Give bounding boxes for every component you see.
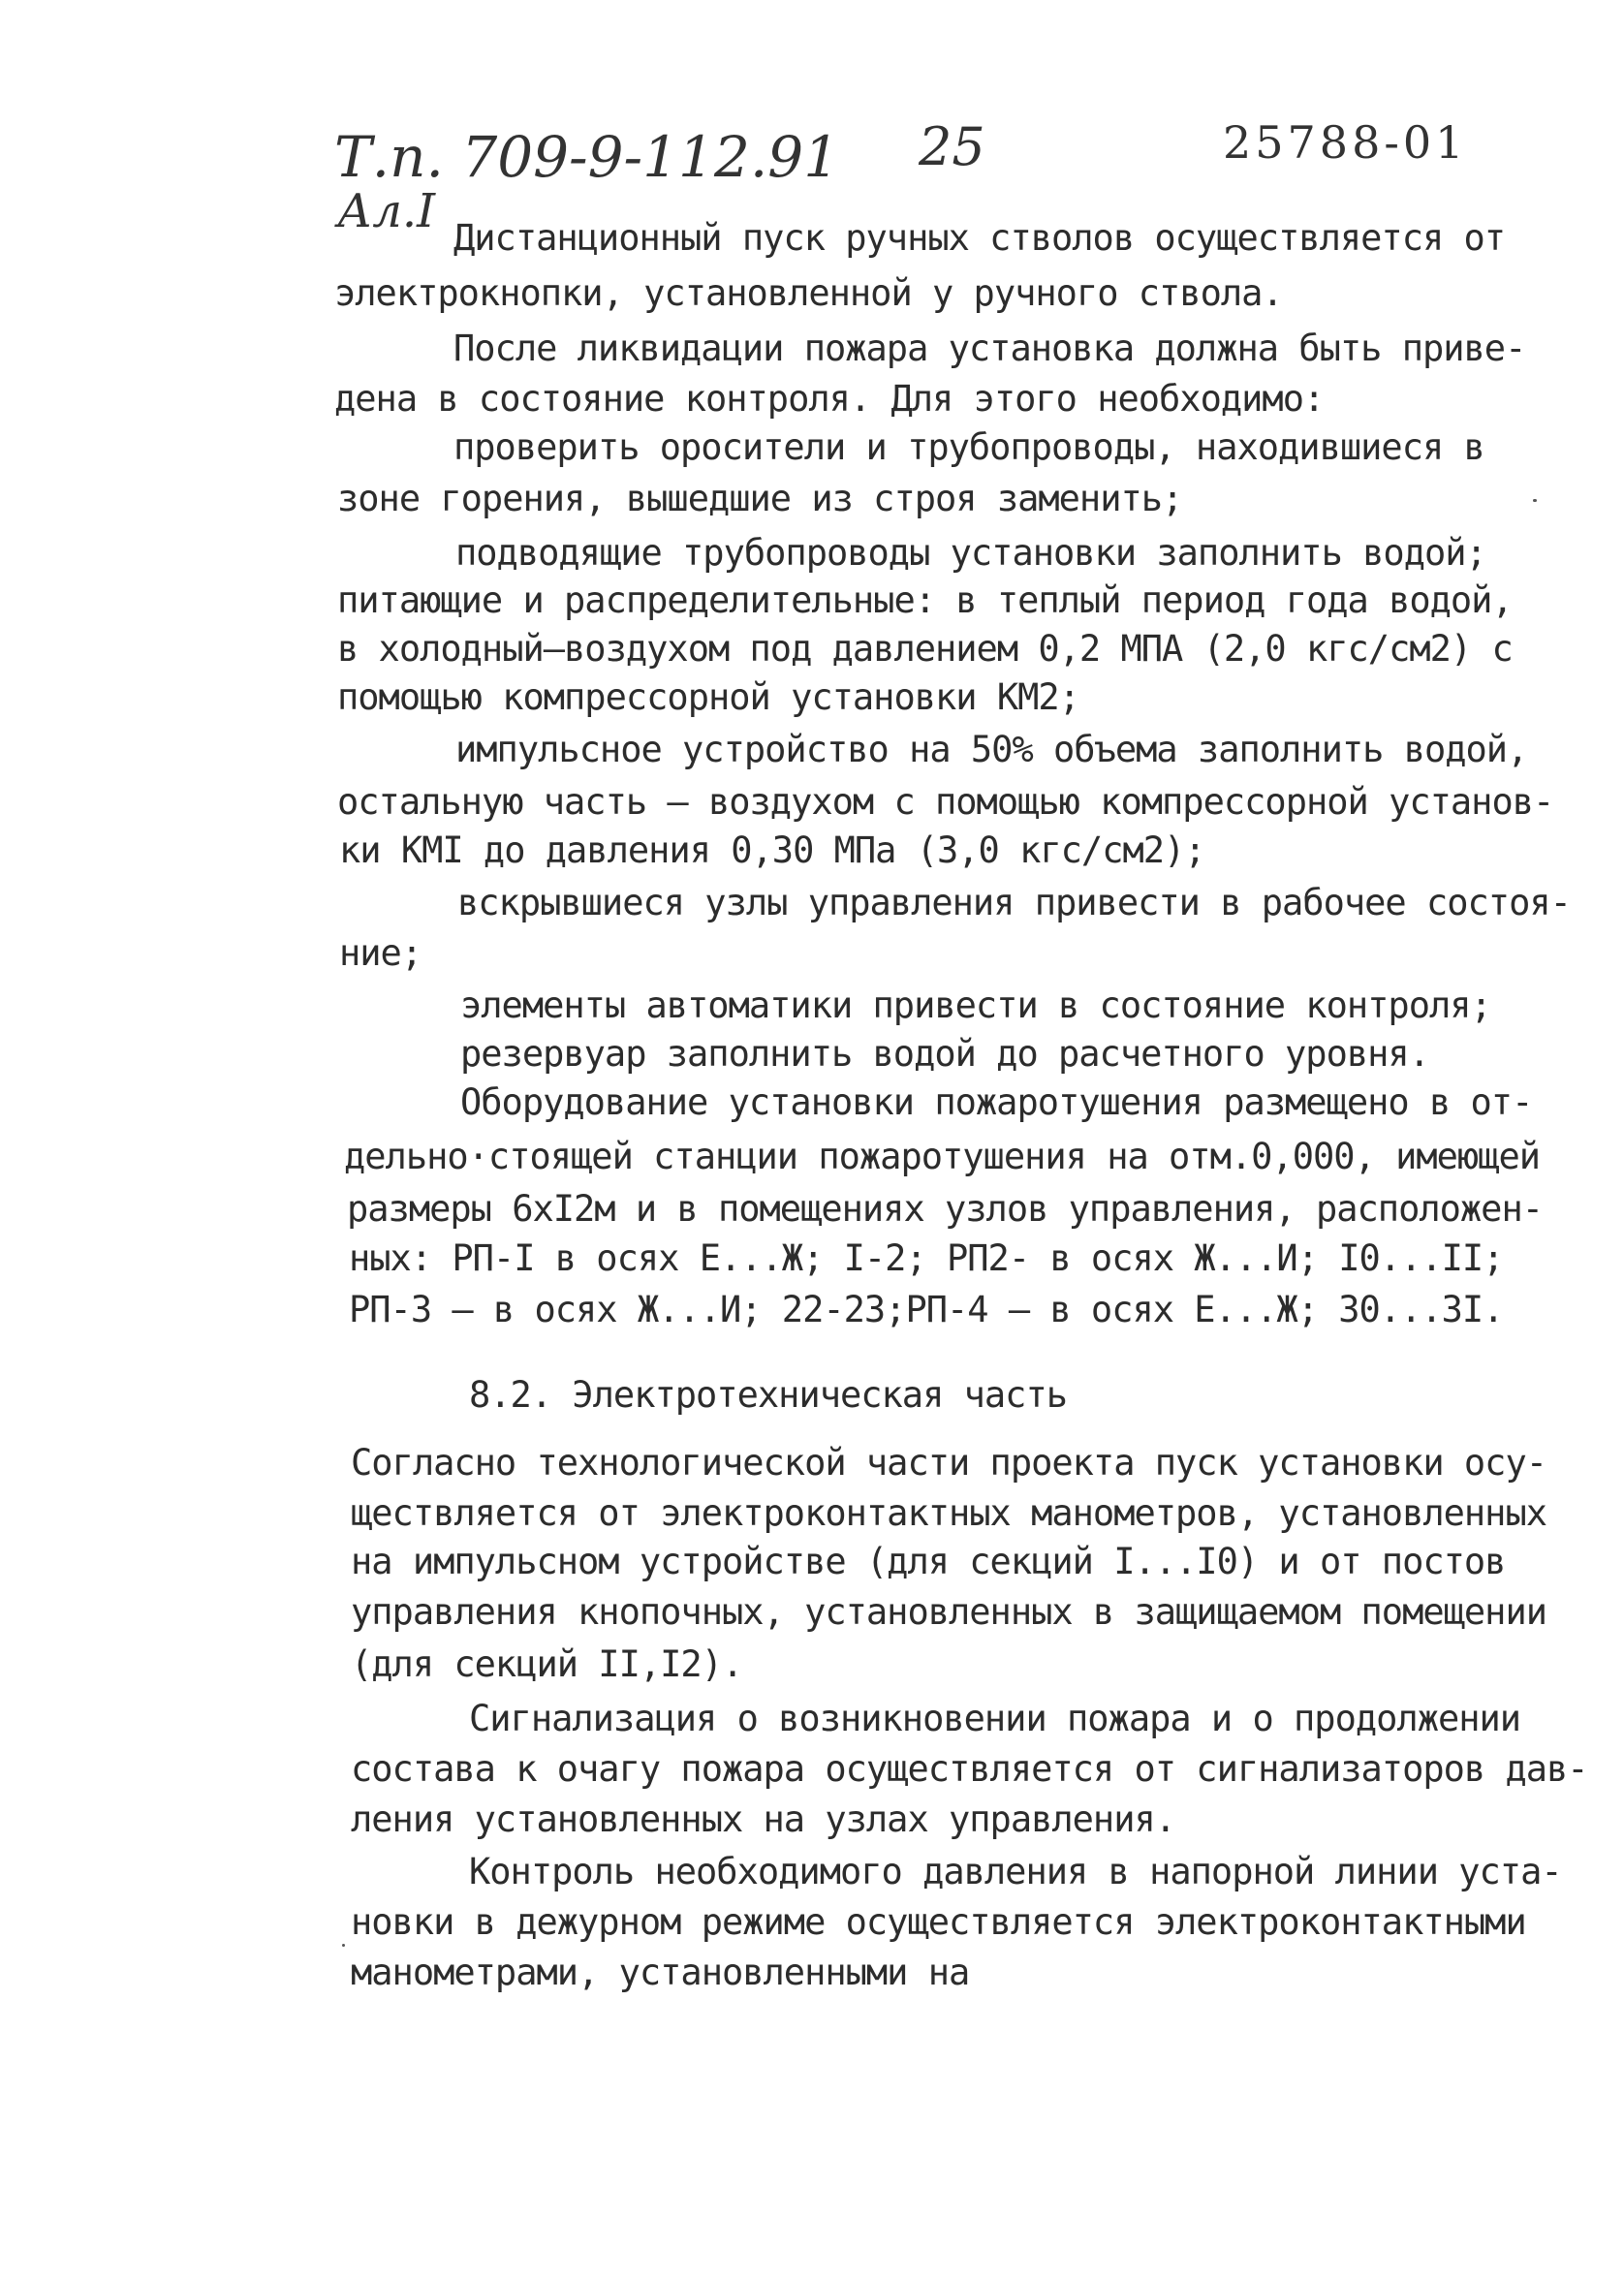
text-line: на импульсном устройстве (для секций I...I0) и от постов bbox=[351, 1541, 1506, 1582]
text-line: ние; bbox=[339, 932, 422, 974]
text-line: состава к очагу пожара осуществляется от сигнализаторов дав- bbox=[351, 1748, 1588, 1790]
text-line: проверить оросители и трубопроводы, находившиеся в bbox=[453, 426, 1484, 468]
text-line: Оборудование установки пожаротушения размещено в от- bbox=[460, 1081, 1533, 1123]
text-line: ки КМI до давления 0,30 МПа (3,0 кгс/см2); bbox=[339, 829, 1205, 871]
text-line: питающие и распределительные: в теплый период года водой, bbox=[337, 579, 1513, 621]
text-line: зоне горения, вышедшие из строя заменить; bbox=[337, 478, 1183, 519]
text-line: в холодный–воздухом под давлением 0,2 МПА (2,0 кгс/см2) с bbox=[337, 628, 1513, 670]
document-code: Т.п. 709-9-112.91 bbox=[334, 124, 840, 190]
text-line: ществляется от электроконтактных манометров, установленных bbox=[351, 1492, 1547, 1534]
text-line: импульсное устройство на 50% объема заполнить водой, bbox=[455, 729, 1528, 770]
text-line: ления установленных на узлах управления. bbox=[351, 1798, 1176, 1840]
text-line: (для секций II,I2). bbox=[351, 1643, 743, 1685]
text-line: новки в дежурном режиме осуществляется электроконтактными bbox=[351, 1901, 1526, 1943]
text-line: управления кнопочных, установленных в защищаемом помещении bbox=[351, 1591, 1547, 1633]
text-line: После ликвидации пожара установка должна быть приве- bbox=[453, 328, 1526, 369]
scan-speck bbox=[342, 1944, 345, 1947]
text-line: остальную часть – воздухом с помощью компрессорной установ- bbox=[337, 781, 1554, 823]
text-line: манометрами, установленными на bbox=[351, 1952, 970, 1993]
text-line: помощью компрессорной установки КМ2; bbox=[337, 676, 1079, 718]
text-line: Сигнализация о возникновении пожара и о продолжении bbox=[469, 1698, 1521, 1739]
section-heading: 8.2. Электротехническая часть bbox=[469, 1374, 1068, 1416]
text-line: РП-3 – в осях Ж...И; 22-23;РП-4 – в осях Е...Ж; 30...3I. bbox=[349, 1289, 1504, 1330]
inventory-number: 25788-01 bbox=[1223, 116, 1468, 169]
page-number: 25 bbox=[919, 116, 985, 177]
text-line: резервуар заполнить водой до расчетного уровня. bbox=[460, 1033, 1429, 1075]
text-line: дельно·стоящей станции пожаротушения на отм.0,000, имеющей bbox=[344, 1136, 1541, 1177]
text-line: дена в состояние контроля. Для этого необходимо: bbox=[334, 378, 1325, 420]
text-line: ных: РП-I в осях Е...Ж; I-2; РП2- в осях Ж...И; I0...II; bbox=[349, 1237, 1504, 1279]
text-line: Согласно технологической части проекта пуск установки осу- bbox=[351, 1442, 1547, 1484]
text-line: Дистанционный пуск ручных стволов осуществляется от bbox=[453, 217, 1506, 259]
text-line: электрокнопки, установленной у ручного ствола. bbox=[334, 272, 1283, 314]
scan-speck bbox=[1533, 499, 1537, 502]
sheet-label: Ал.I bbox=[337, 184, 436, 238]
text-line: размеры 6хI2м и в помещениях узлов управления, расположен- bbox=[347, 1188, 1544, 1230]
text-line: Контроль необходимого давления в напорной линии уста- bbox=[469, 1851, 1562, 1892]
text-line: подводящие трубопроводы установки заполнить водой; bbox=[455, 532, 1486, 574]
text-line: вскрывшиеся узлы управления привести в рабочее состоя- bbox=[457, 882, 1571, 923]
text-line: элементы автоматики привести в состояние контроля; bbox=[460, 985, 1491, 1026]
